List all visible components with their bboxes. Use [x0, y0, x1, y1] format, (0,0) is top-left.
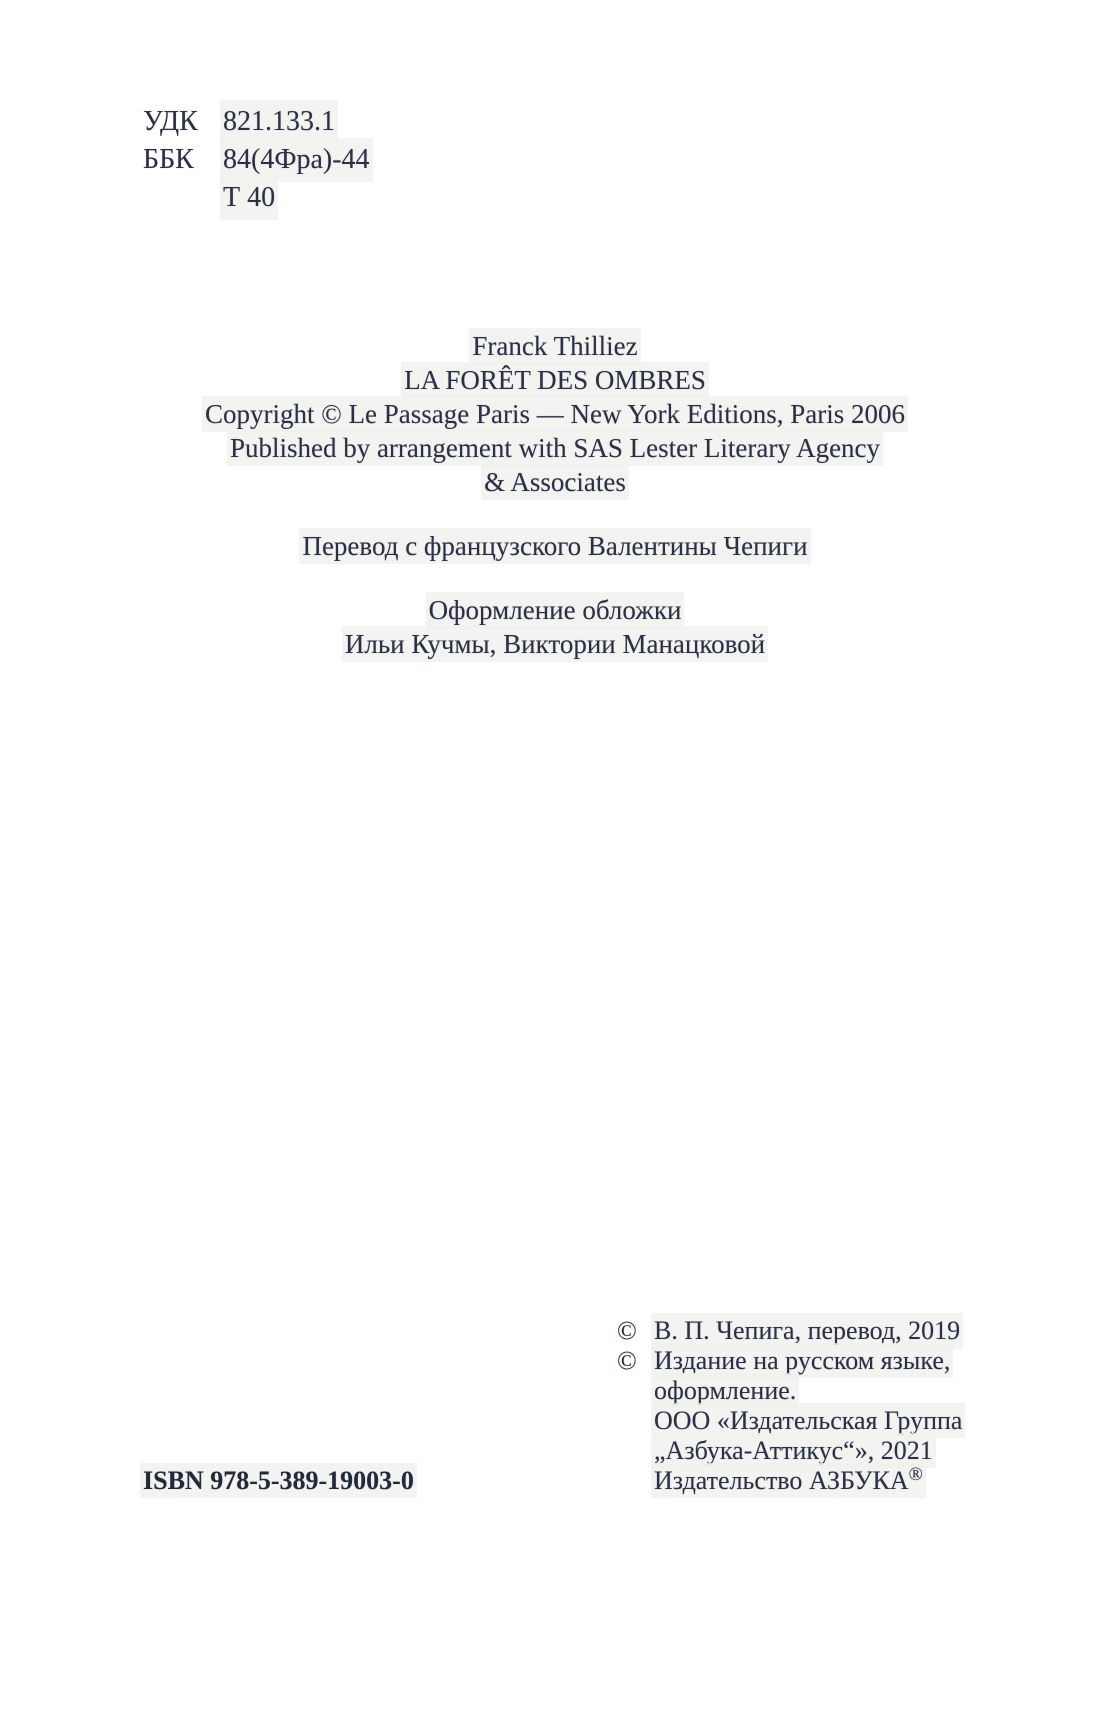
edition-rights-line1: Издание на русском языке, [654, 1346, 951, 1375]
cover-design-block [5, 593, 1100, 661]
udk-row [143, 103, 370, 141]
cover-design-title-line [5, 593, 1100, 627]
arrangement-text: Published by arrangement with SAS Lester Literary Agency [229, 433, 881, 463]
bbk-label: ББК [143, 144, 194, 175]
publisher-group-year-line: „Азбука-Аттикус“», 2021 [654, 1436, 933, 1465]
copyright-text: Copyright © Le Passage Paris — New York Editions, Paris 2006 [205, 399, 905, 429]
translation-credit-line [5, 529, 1100, 563]
edition-rights-line2: оформление. [654, 1376, 797, 1405]
bbk-row [143, 141, 370, 179]
copyright-symbol: © [617, 1346, 637, 1375]
author-name-line [5, 329, 1100, 363]
copyright-symbol: © [617, 1316, 637, 1345]
edition-rights-text [654, 1346, 962, 1496]
translation-rights-entry [617, 1316, 962, 1346]
arrangement-line [5, 431, 1100, 465]
associates-line [5, 465, 1100, 499]
isbn-line [143, 1466, 414, 1496]
udk-value: 821.133.1 [223, 103, 335, 141]
publisher-name-line [654, 1466, 923, 1495]
author-sign: Т 40 [223, 179, 275, 217]
publisher-name: Издательство АЗБУКА [654, 1466, 909, 1495]
associates-text: & Associates [484, 467, 626, 497]
author-sign-row [143, 179, 370, 217]
original-title-line [5, 363, 1100, 397]
author-name: Franck Thilliez [472, 331, 638, 361]
rights-block [617, 1316, 962, 1496]
cover-design-names: Ильи Кучмы, Виктории Манацковой [344, 629, 766, 659]
isbn-value: ISBN 978-5-389-19003-0 [143, 1466, 414, 1495]
bbk-value: 84(4Фра)-44 [223, 141, 370, 179]
edition-rights-entry [617, 1346, 962, 1496]
cover-design-title: Оформление обложки [428, 595, 682, 625]
original-title: LA FORÊT DES OMBRES [404, 365, 706, 395]
classification-block [143, 103, 370, 217]
author-sign-spacer [143, 179, 223, 217]
udk-label: УДК [143, 106, 198, 137]
copyright-line [5, 397, 1100, 431]
publisher-group-line: ООО «Издательская Группа [654, 1406, 963, 1435]
translation-credit: Перевод с французского Валентины Чепиги [302, 531, 808, 561]
translation-rights-text: В. П. Чепига, перевод, 2019 [654, 1316, 961, 1345]
original-title-block [5, 329, 1100, 499]
cover-design-names-line [5, 627, 1100, 661]
registered-trademark-symbol: ® [908, 1464, 923, 1485]
